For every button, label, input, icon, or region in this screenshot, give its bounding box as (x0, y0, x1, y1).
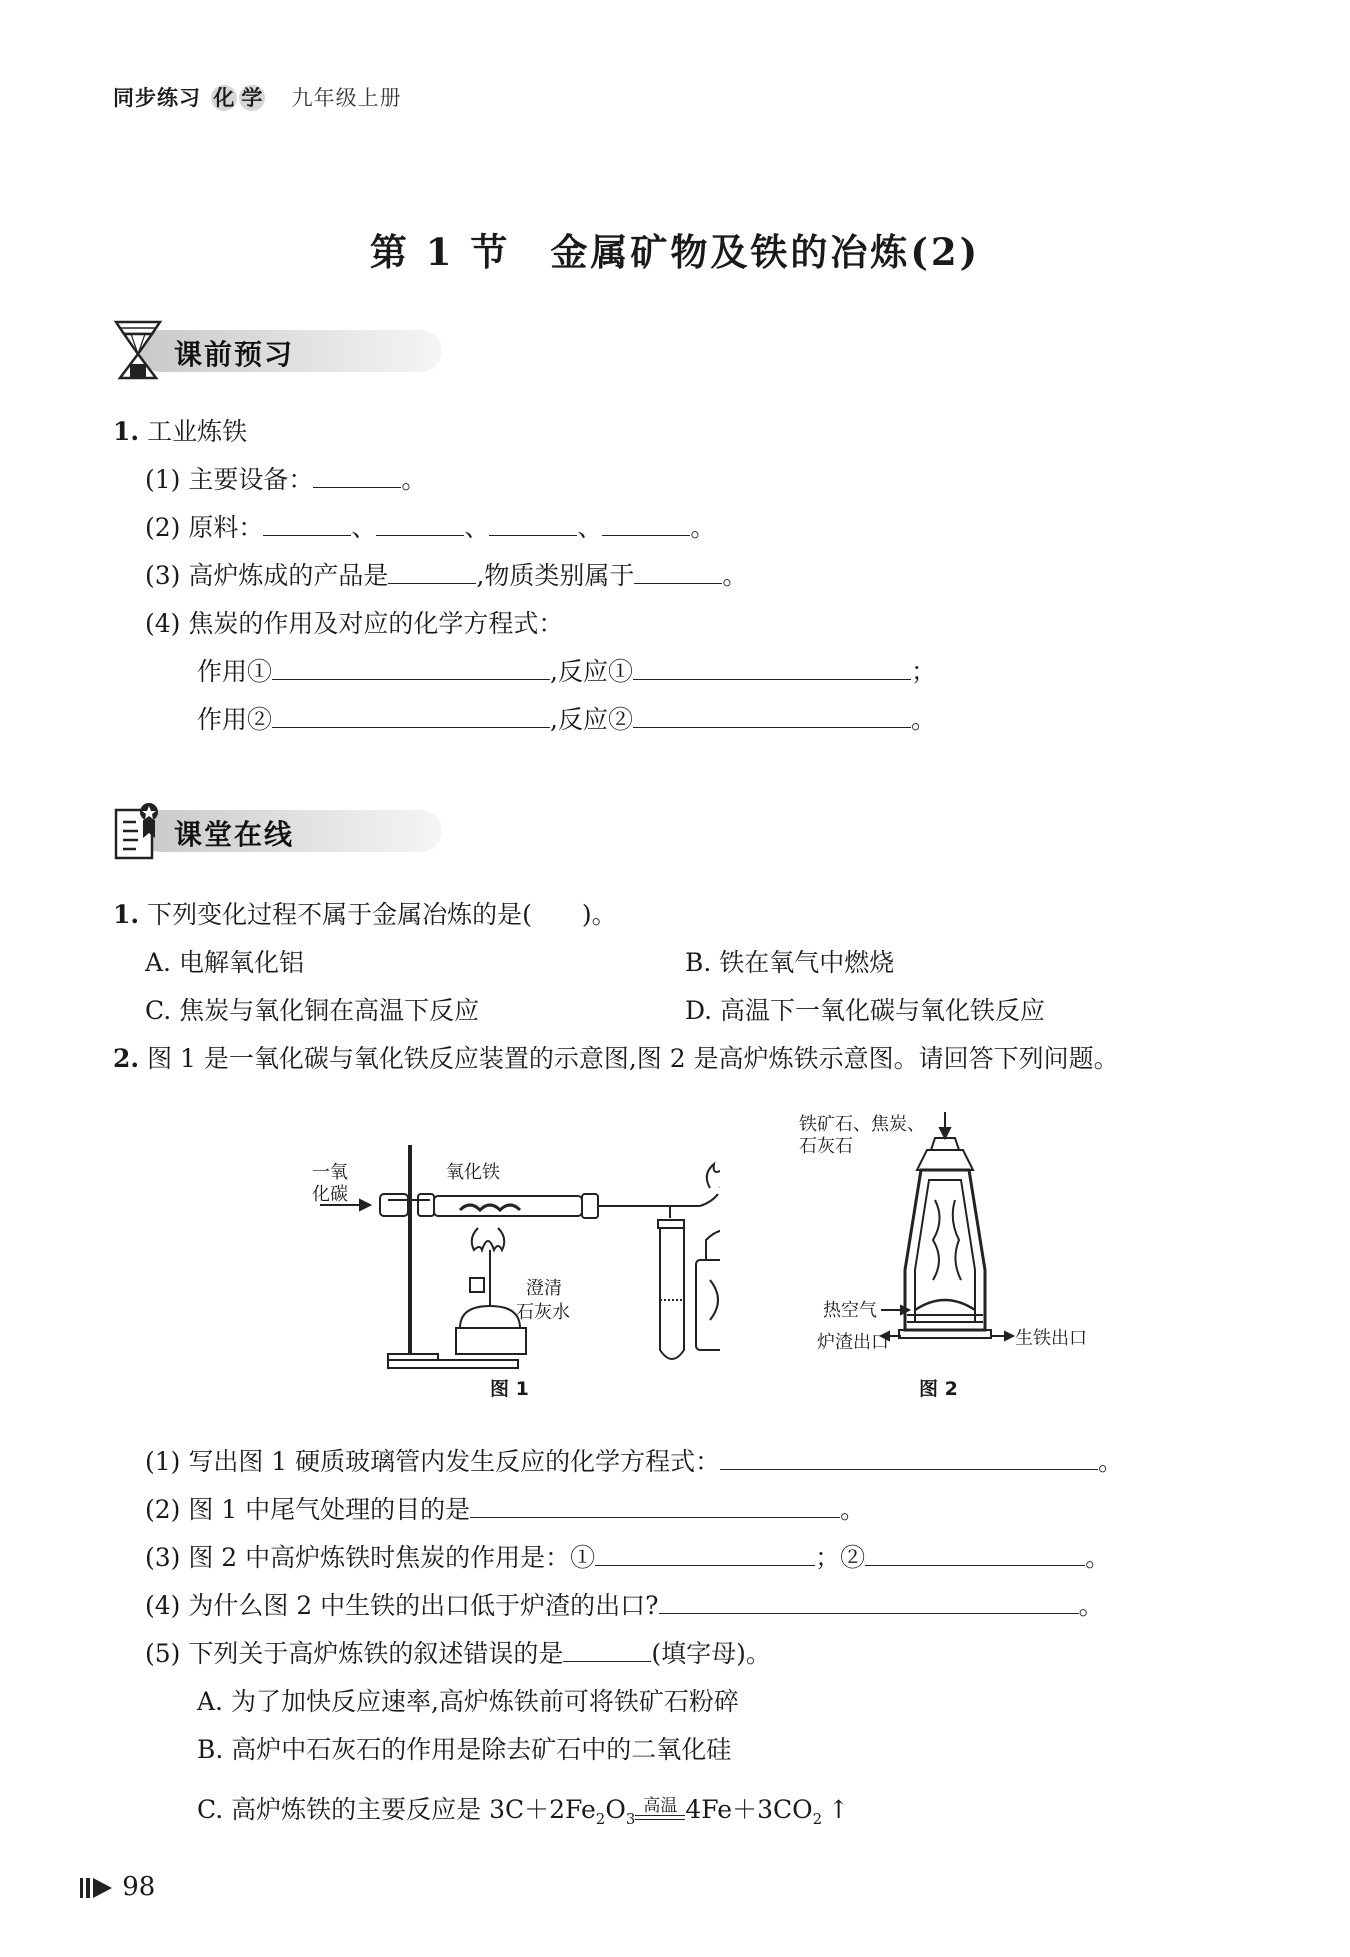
item-text: (1) 主要设备： (145, 465, 314, 494)
label-co-line2: 化碳 (312, 1184, 348, 1205)
punct: 、 (464, 513, 490, 542)
q-number: 1. (113, 417, 140, 446)
label-fe2o3: 氧化铁 (446, 1162, 500, 1183)
label-hot-air: 热空气 (823, 1300, 877, 1321)
sub-q1 (145, 1442, 1123, 1478)
label-co-line1: 一氧 (312, 1162, 348, 1183)
answer-blank[interactable] (602, 513, 690, 536)
punct: 。 (840, 1495, 866, 1524)
answer-blank[interactable] (376, 513, 464, 536)
series-name: 同步练习 (113, 86, 201, 110)
item-text: 作用① (197, 657, 273, 686)
sub-q5-option-c[interactable] (197, 1790, 849, 1828)
notebook-badge-icon (112, 800, 164, 862)
page-marker-icon (80, 1875, 114, 1901)
answer-blank[interactable] (659, 1591, 1079, 1614)
punct: 。 (401, 465, 427, 494)
preview-item-1 (145, 460, 426, 496)
figure-1 (300, 1110, 720, 1410)
classroom-section-label: 课堂在线 (174, 818, 295, 851)
preview-item-4 (145, 604, 563, 640)
preview-item-2 (145, 508, 715, 544)
classroom-q1 (113, 895, 617, 931)
answer-blank[interactable] (633, 705, 911, 728)
answer-blank[interactable] (263, 513, 351, 536)
figure-2 (795, 1110, 1095, 1410)
item-text: (2) 原料： (145, 513, 264, 542)
sub-q5-option-a[interactable]: A. 为了加快反应速率,高炉炼铁前可将铁矿石粉碎 (197, 1687, 739, 1716)
reaction-condition (635, 1796, 685, 1828)
answer-blank[interactable] (388, 561, 476, 584)
subscript: 3 (625, 1810, 636, 1828)
answer-blank[interactable] (470, 1495, 840, 1518)
equation-text: 4Fe＋3CO (685, 1795, 813, 1824)
sub-q5-option-b[interactable]: B. 高炉中石灰石的作用是除去矿石中的二氧化硅 (197, 1735, 732, 1764)
item-text: (4) 焦炭的作用及对应的化学方程式： (145, 609, 564, 638)
label-slag-outlet: 炉渣出口 (817, 1332, 889, 1353)
punct: 。 (1085, 1543, 1111, 1572)
equation-text: O (605, 1795, 626, 1824)
page-title: 第 1 节 金属矿物及铁的冶炼(2) (369, 230, 981, 274)
label-limewater-line1: 澄清 (526, 1278, 562, 1299)
equation-text: C. 高炉炼铁的主要反应是 3C＋2Fe (197, 1795, 596, 1824)
answer-blank[interactable] (634, 561, 722, 584)
item-text: (4) 为什么图 2 中生铁的出口低于炉渣的出口? (145, 1591, 659, 1620)
condition-label: 高温 (643, 1796, 678, 1816)
hourglass-diamond-icon (112, 320, 164, 382)
preview-use-2 (197, 700, 936, 736)
page-number-block (80, 1872, 155, 1902)
preview-use-1 (197, 652, 936, 688)
punct: ； (910, 657, 936, 686)
item-text: ,反应② (550, 705, 633, 734)
sub-q2 (145, 1490, 865, 1526)
punct: 。 (1098, 1447, 1124, 1476)
preview-q1 (113, 412, 247, 448)
punct: 、 (351, 513, 377, 542)
item-text: ,物质类别属于 (476, 561, 635, 590)
option-b[interactable]: B. 铁在氧气中燃烧 (685, 948, 895, 977)
answer-blank[interactable] (272, 657, 550, 680)
classroom-q2 (113, 1039, 1119, 1075)
q-text: 图 1 是一氧化碳与氧化铁反应装置的示意图,图 2 是高炉炼铁示意图。请回答下列问题。 (147, 1044, 1119, 1073)
grade-label: 九年级上册 (291, 86, 402, 110)
answer-blank[interactable] (595, 1543, 815, 1566)
punct: 。 (1078, 1591, 1104, 1620)
punct: 。 (722, 561, 748, 590)
item-text: (2) 图 1 中尾气处理的目的是 (145, 1495, 471, 1524)
item-text: (5) 下列关于高炉炼铁的叙述错误的是 (145, 1639, 564, 1668)
label-charge-line1: 铁矿石、焦炭、 (799, 1114, 925, 1135)
label-limewater-line2: 石灰水 (516, 1302, 570, 1323)
option-a[interactable]: A. 电解氧化铝 (145, 948, 304, 977)
item-text: (填字母)。 (651, 1639, 771, 1668)
subject-char-1: 化 (213, 86, 236, 110)
punct: 、 (577, 513, 603, 542)
subscript: 2 (595, 1810, 606, 1828)
preview-item-3 (145, 556, 747, 592)
punct: 。 (910, 705, 936, 734)
sub-q3 (145, 1538, 1110, 1574)
answer-blank[interactable] (633, 657, 911, 680)
item-text: 作用② (197, 705, 273, 734)
figure-2-caption: 图 2 (919, 1378, 958, 1400)
sub-q5 (145, 1634, 771, 1670)
answer-blank[interactable] (272, 705, 550, 728)
gas-arrow-icon: ↑ (828, 1795, 850, 1824)
answer-blank[interactable] (489, 513, 577, 536)
q-number: 2. (113, 1044, 140, 1073)
item-text: (3) 高炉炼成的产品是 (145, 561, 389, 590)
item-text: (3) 图 2 中高炉炼铁时焦炭的作用是：① (145, 1543, 596, 1572)
answer-blank[interactable] (563, 1639, 651, 1662)
label-charge-line2: 石灰石 (799, 1136, 853, 1157)
co-reduction-apparatus-diagram (300, 1110, 720, 1370)
punct: 。 (690, 513, 716, 542)
option-c[interactable]: C. 焦炭与氧化铜在高温下反应 (145, 996, 480, 1025)
item-text: ；② (815, 1543, 866, 1572)
figure-1-caption: 图 1 (490, 1378, 529, 1400)
answer-blank[interactable] (865, 1543, 1085, 1566)
answer-blank[interactable] (313, 465, 401, 488)
item-text: ,反应① (550, 657, 633, 686)
running-header (113, 82, 402, 112)
subject-char-2: 学 (241, 86, 264, 110)
q-number: 1. (113, 900, 140, 929)
page-number: 98 (122, 1872, 156, 1902)
item-text: (1) 写出图 1 硬质玻璃管内发生反应的化学方程式： (145, 1447, 721, 1476)
subscript: 2 (812, 1810, 823, 1828)
label-iron-outlet: 生铁出口 (1015, 1328, 1087, 1349)
sub-q4 (145, 1586, 1104, 1622)
answer-blank[interactable] (720, 1447, 1098, 1470)
preview-section-label: 课前预习 (174, 338, 295, 371)
q-title: 工业炼铁 (147, 417, 248, 446)
option-d[interactable]: D. 高温下一氧化碳与氧化铁反应 (685, 996, 1046, 1025)
q-text: 下列变化过程不属于金属冶炼的是( )。 (147, 900, 617, 929)
